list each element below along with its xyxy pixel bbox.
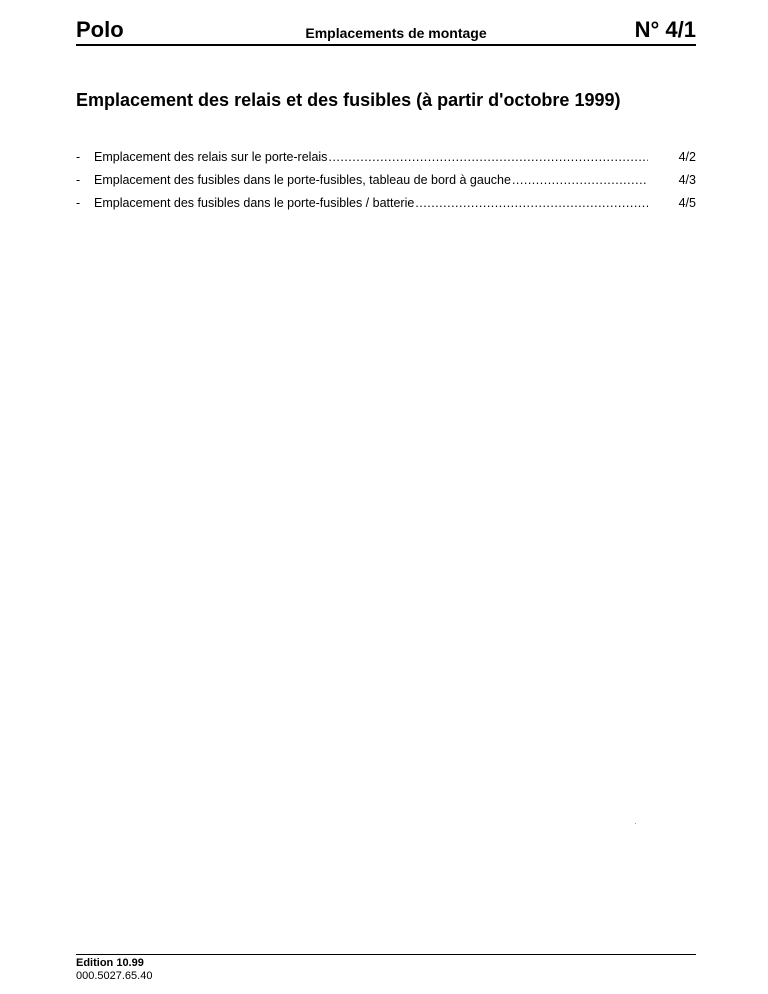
header-page-number: N° 4/1 (634, 17, 696, 42)
toc-entry[interactable] (76, 169, 696, 192)
table-of-contents (76, 146, 696, 215)
toc-entry[interactable] (76, 146, 696, 169)
dot-leader (328, 146, 648, 169)
toc-entry-title: Emplacement des fusibles dans le porte-fusibles / batterie (94, 196, 415, 210)
page-header (76, 14, 696, 46)
scan-speck (635, 823, 636, 824)
toc-entry-page: 4/2 (678, 150, 696, 164)
toc-entry-title: Emplacement des relais sur le porte-relais (94, 150, 328, 164)
toc-bullet: - (76, 173, 81, 187)
toc-entry-title: Emplacement des fusibles dans le porte-fusibles, tableau de bord à gauche (94, 173, 511, 187)
toc-bullet: - (76, 196, 81, 210)
dot-leader (415, 192, 648, 215)
toc-entry-page: 4/3 (678, 173, 696, 187)
footer-reference: 000.5027.65.40 (76, 970, 153, 982)
toc-entry-page: 4/5 (678, 196, 696, 210)
footer-edition: Edition 10.99 (76, 957, 144, 969)
header-model: Polo (76, 17, 124, 42)
page-title: Emplacement des relais et des fusibles (à partir d'octobre 1999) (76, 90, 621, 110)
dot-leader (512, 169, 648, 192)
page-footer (76, 954, 696, 982)
toc-entry[interactable] (76, 192, 696, 215)
toc-bullet: - (76, 150, 81, 164)
header-section-title: Emplacements de montage (305, 25, 487, 41)
